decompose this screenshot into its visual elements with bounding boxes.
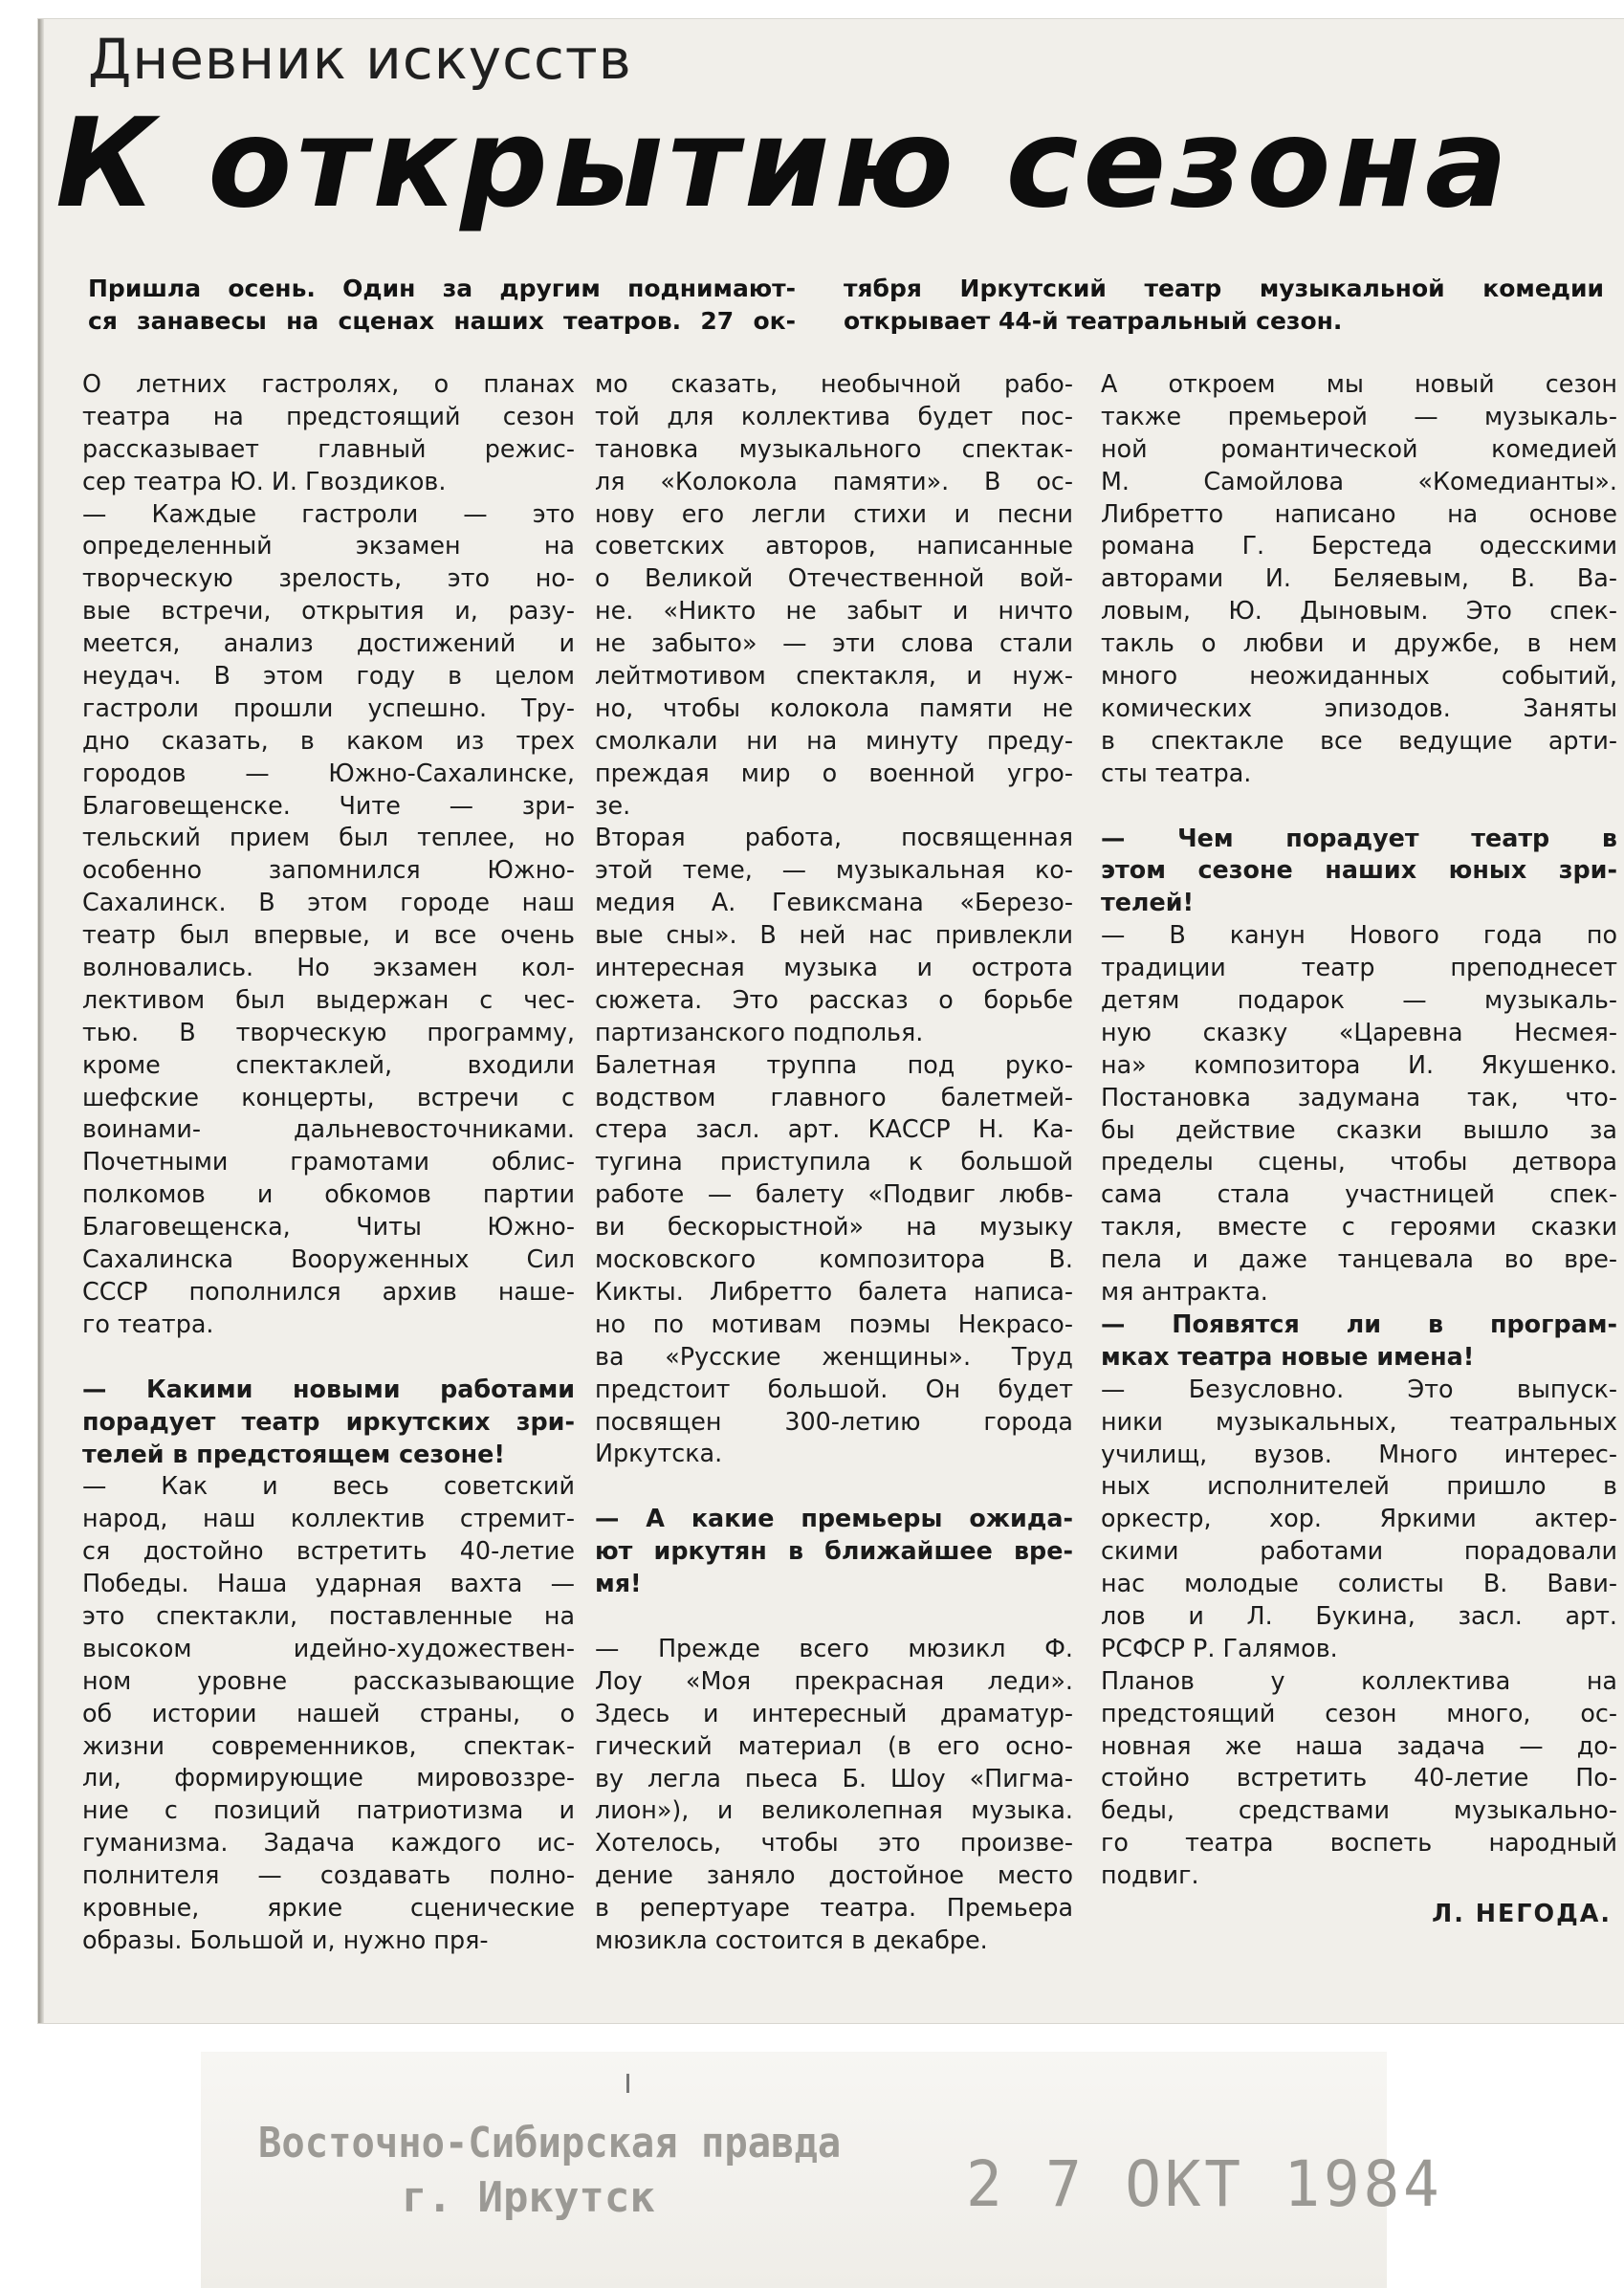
text-line: высоком идейно-художествен- [82,1633,575,1662]
text-line: этом сезоне наших юных зри- [1101,855,1617,885]
text-line: этой теме, — музыкальная ко- [595,855,1073,885]
text-line: пела и даже танцевала во вре- [1101,1244,1617,1274]
text-line: воинами- дальневосточниками. [82,1114,575,1144]
text-line: комических эпизодов. Заняты [1101,693,1617,722]
text-line: скими работами порадовали [1101,1536,1617,1566]
text-line: волновались. Но экзамен кол- [82,953,575,982]
text-line: традиции театр преподнесет [1101,953,1617,982]
text-line: новная же наша задача — до- [1101,1730,1617,1760]
text-line: кроме спектаклей, входили [82,1049,575,1079]
text-line: ную сказку «Царевна Несмея- [1101,1017,1617,1046]
text-line: образы. Большой и, нужно пря- [82,1925,489,1954]
text-line: лейтмотивом спектакля, и нуж- [595,661,1073,691]
text-line: на» композитора И. Якушенко. [1101,1049,1617,1079]
text-line: такля, вместе с героями сказки [1101,1212,1617,1242]
text-line: детям подарок — музыкаль- [1101,985,1617,1015]
text-line: посвящен 300-летию города [595,1406,1073,1436]
text-line: сама стала участницей спек- [1101,1179,1617,1209]
text-line: Вторая работа, посвященная [595,823,1073,852]
text-line: лов и Л. Букина, засл. арт. [1101,1600,1617,1630]
text-line: РСФСР Р. Галямов. [1101,1633,1338,1662]
text-line: также премьерой — музыкаль- [1101,401,1617,430]
text-line: особенно запомнился Южно- [82,855,575,885]
text-line: ники музыкальных, театральных [1101,1406,1617,1436]
text-line: партизанского подполья. [595,1017,924,1046]
text-line: рассказывает главный режис- [82,433,575,463]
paragraph-gap [1101,790,1617,823]
text-line: Здесь и интересный драматур- [595,1698,1073,1727]
text-line: в спектакле все ведущие арти- [1101,725,1617,755]
text-line: — Каждые гастроли — это [82,498,575,528]
stamp-source: Восточно-Сибирская правда [258,2119,842,2167]
paragraph-gap [82,1341,575,1374]
text-line: смолкали ни на минуту преду- [595,725,1073,755]
column-2 [595,368,1073,1957]
text-line: пределы сцены, чтобы детвора [1101,1147,1617,1177]
stamp-mark [626,2074,629,2093]
text-line: Иркутска. [595,1439,723,1468]
text-line: предстоит большой. Он будет [595,1374,1073,1403]
text-line: ют иркутян в ближайшее вре- [595,1536,1073,1566]
text-line: лективом был выдержан с чес- [82,984,575,1014]
text-line: зе. [595,790,631,820]
text-line: городов — Южно-Сахалинске, [82,758,575,787]
text-line: нову его легли стихи и песни [595,498,1073,528]
text-line: — Прежде всего мюзикл Ф. [595,1633,1073,1662]
text-line: ловым, Ю. Дыновым. Это спек- [1101,596,1617,626]
text-line: сты театра. [1101,758,1252,787]
text-line: вые встречи, открытия и, разу- [82,596,575,626]
author-signature: Л. НЕГОДА. [1432,1898,1612,1927]
text-line: мя антракта. [1101,1277,1268,1307]
lead-line: Пришла осень. Один за другим поднимают- [88,275,796,302]
text-line: — Безусловно. Это выпуск- [1101,1374,1617,1403]
text-line: ном уровне рассказывающие [82,1665,575,1695]
text-line: театра на предстоящий сезон [82,401,575,430]
column-3 [1101,368,1617,1930]
text-line: мя! [595,1569,642,1598]
text-line: тугина приступила к большой [595,1147,1073,1177]
text-line: стера засл. арт. КАССР Н. Ка- [595,1114,1073,1144]
text-line: мюзикла состоится в декабре. [595,1925,988,1954]
text-line: полкомов и обкомов партии [82,1179,575,1209]
paragraph-gap [595,1470,1073,1503]
text-line: гастроли прошли успешно. Тру- [82,693,575,722]
text-line: неудач. В этом году в целом [82,661,575,691]
text-line: Почетными грамотами облис- [82,1147,575,1177]
text-line: кровные, яркие сценические [82,1892,575,1922]
text-line: преждая мир о военной угро- [595,758,1073,787]
text-line: не. «Никто не забыт и ничто [595,596,1073,626]
text-line: О летних гастролях, о планах [82,369,575,398]
text-line: — Чем порадует театр в [1101,823,1617,852]
text-line: Планов у коллектива на [1101,1665,1617,1695]
text-line: телей в предстоящем сезоне! [82,1439,505,1468]
text-line: водством главного балетмей- [595,1082,1073,1111]
text-line: тановка музыкального спектак- [595,433,1073,463]
text-line: ви бескорыстной» на музыку [595,1212,1073,1242]
text-line: ли, формирующие мировоззре- [82,1763,575,1793]
text-line: театр был впервые, и все очень [82,920,575,950]
text-line: училищ, вузов. Много интерес- [1101,1439,1617,1468]
text-line: го театра. [82,1309,214,1338]
text-line: работе — балету «Подвиг любв- [595,1179,1073,1209]
lead-left [88,273,796,338]
text-line: народ, наш коллектив стремит- [82,1504,575,1533]
lead-line: тября Иркутский театр музыкальной комедии [844,275,1604,302]
text-line: — Как и весь советский [82,1471,575,1501]
text-line: — В канун Нового года по [1101,920,1617,950]
text-line: А откроем мы новый сезон [1101,369,1617,398]
stamp-city: г. Иркутск [402,2173,655,2222]
text-line: лион»), и великолепная музыка. [595,1795,1073,1825]
text-line: Либретто написано на основе [1101,498,1617,528]
text-line: оркестр, хор. Яркими актер- [1101,1504,1617,1533]
text-line: ной романтической комедией [1101,433,1617,463]
headline: К открытию сезона [55,93,1513,235]
text-line: Лоу «Моя прекрасная леди». [595,1665,1073,1695]
text-line: дно сказать, в каком из трех [82,725,575,755]
text-line: — А какие премьеры ожида- [595,1504,1073,1533]
text-line: ся достойно встретить 40-летие [82,1536,575,1566]
stamp-date: 2 7 ОКТ 1984 [966,2147,1443,2221]
text-line: это спектакли, поставленные на [82,1600,575,1630]
text-line: стойно встретить 40-летие По- [1101,1763,1617,1793]
text-line: М. Самойлова «Комедианты». [1101,466,1617,495]
text-line: гуманизма. Задача каждого ис- [82,1828,575,1858]
text-line: — Какими новыми работами [82,1374,575,1403]
text-line: мо сказать, необычной рабо- [595,369,1073,398]
text-line: Постановка задумана так, что- [1101,1082,1617,1111]
text-line: но, чтобы колокола памяти не [595,693,1073,722]
text-line: сюжета. Это рассказ о борьбе [595,984,1073,1014]
text-line: в репертуаре театра. Премьера [595,1893,1073,1923]
text-line: сер театра Ю. И. Гвоздиков. [82,466,447,495]
text-line: той для коллектива будет пос- [595,401,1073,430]
text-line: предстоящий сезон много, ос- [1101,1698,1617,1727]
text-line: порадует театр иркутских зри- [82,1406,575,1436]
text-line: вые сны». В ней нас привлекли [595,920,1073,950]
text-line: ля «Колокола памяти». В ос- [595,466,1073,495]
text-line: творческую зрелость, это но- [82,563,575,593]
text-line: го театра воспеть народный [1101,1828,1617,1858]
text-line: много неожиданных событий, [1101,661,1617,691]
lead-right [844,273,1604,338]
paragraph-gap [595,1600,1073,1633]
text-line: московского композитора В. [595,1244,1073,1274]
text-line: об истории нашей страны, о [82,1698,575,1727]
text-line: тью. В творческую программу, [82,1017,575,1046]
text-line: бы действие сказки вышло за [1101,1114,1617,1144]
text-line: Сахалинск. В этом городе наш [82,888,575,917]
text-line: жизни современников, спектак- [82,1730,575,1760]
text-line: советских авторов, написанные [595,531,1073,561]
text-line: Кикты. Либретто балета написа- [595,1276,1073,1306]
text-line: СССР пополнился архив наше- [82,1276,575,1306]
text-line: не забыто» — эти слова стали [595,628,1073,658]
text-line: Победы. Наша ударная вахта — [82,1569,575,1598]
text-line: ных исполнителей пришло в [1101,1471,1617,1501]
text-line: мках театра новые имена! [1101,1341,1475,1371]
text-line: романа Г. Берстеда одесскими [1101,531,1617,561]
text-line: такль о любви и дружбе, в нем [1101,628,1617,658]
text-line: — Появятся ли в програм- [1101,1309,1617,1338]
text-line: дение заняло достойное место [595,1860,1073,1890]
text-line: авторами И. Беляевым, В. Ва- [1101,563,1617,593]
text-line: медия А. Гевиксмана «Березо- [595,888,1073,917]
text-line: телей! [1101,888,1195,917]
rubric: Дневник искусств [88,27,632,92]
text-line: шефские концерты, встречи с [82,1082,575,1111]
text-line: определенный экзамен на [82,531,575,561]
clipping-edge [38,19,44,2023]
text-line: подвиг. [1101,1860,1199,1890]
text-line: полнителя — создавать полно- [82,1860,575,1890]
text-line: Благовещенске. Чите — зри- [82,790,575,820]
text-line: ву легла пьеса Б. Шоу «Пигма- [595,1763,1073,1793]
text-line: интересная музыка и острота [595,953,1073,982]
text-line: ние с позиций патриотизма и [82,1795,575,1825]
text-line: но по мотивам поэмы Некрасо- [595,1309,1073,1338]
text-line: нас молодые солисты В. Вави- [1101,1569,1617,1598]
text-line: Хотелось, чтобы это произве- [595,1828,1073,1858]
text-line: Сахалинска Вооруженных Сил [82,1244,575,1274]
text-line: о Великой Отечественной вой- [595,563,1073,593]
text-line: Благовещенска, Читы Южно- [82,1212,575,1242]
text-line: гический материал (в его осно- [595,1730,1073,1760]
text-line: меется, анализ достижений и [82,628,575,658]
text-line: ва «Русские женщины». Труд [595,1341,1073,1371]
lead-line: открывает 44-й театральный сезон. [844,307,1343,335]
column-1 [82,368,575,1957]
text-line: тельский прием был теплее, но [82,823,575,852]
text-line: беды, средствами музыкально- [1101,1795,1617,1825]
text-line: Балетная труппа под руко- [595,1049,1073,1079]
lead-line: ся занавесы на сценах наших театров. 27 ок- [88,307,796,335]
